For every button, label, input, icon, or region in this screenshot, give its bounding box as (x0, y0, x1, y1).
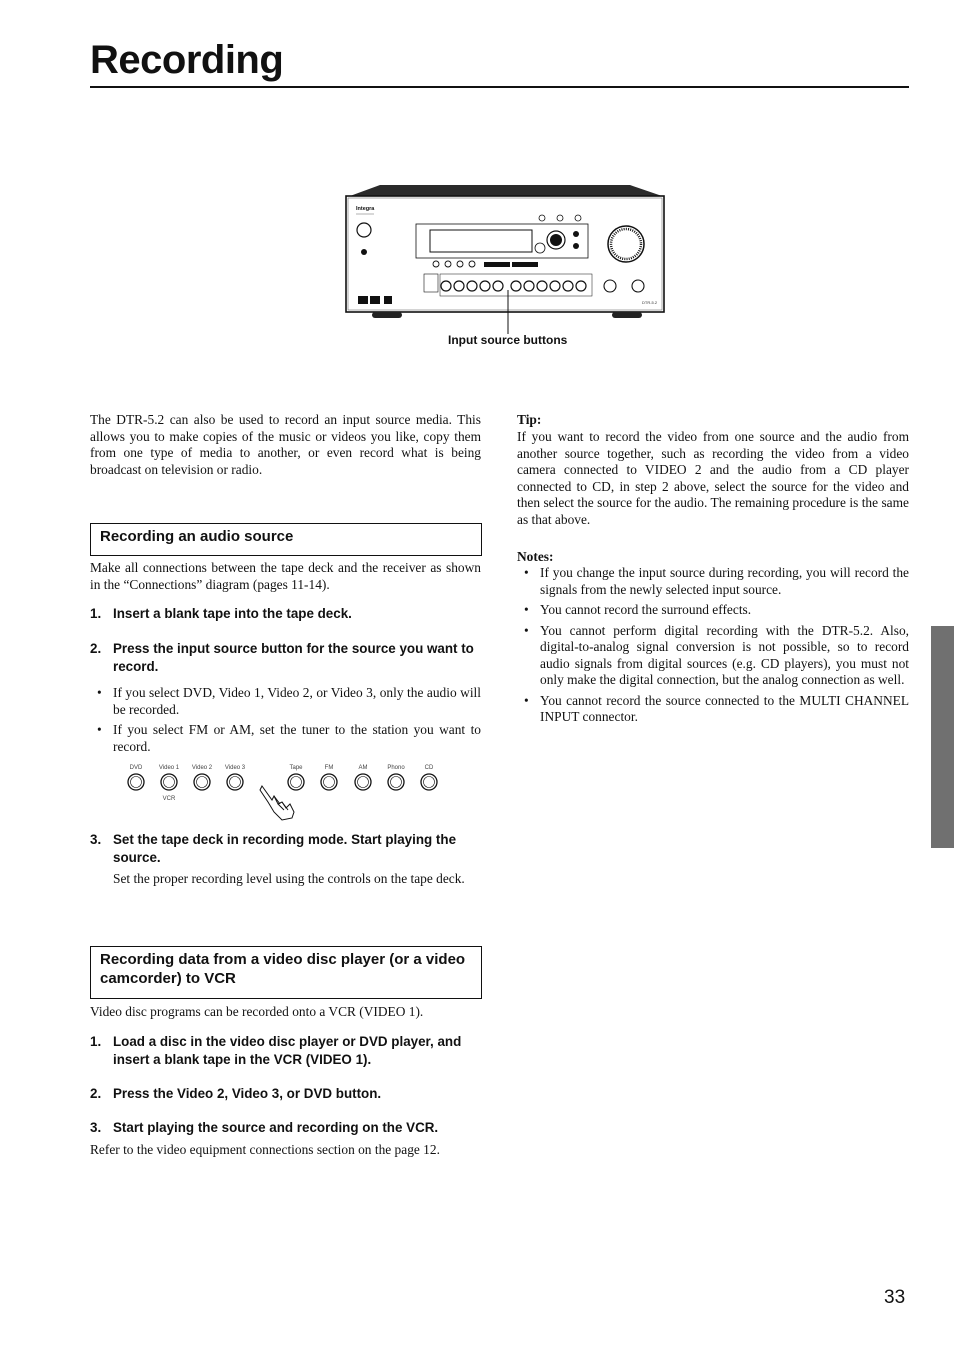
vcr-label: VCR (162, 796, 176, 802)
section-heading-audio: Recording an audio source (90, 523, 482, 556)
button-label: Video 3 (224, 765, 246, 771)
step-text: Set the tape deck in recording mode. Start playing the source. (113, 832, 457, 865)
button-label: Tape (289, 765, 303, 771)
step-number: 2. (90, 1086, 102, 1101)
step-number: 3. (90, 1120, 102, 1135)
list-item: • You cannot perform digital recording with the DTR-5.2. Also, digital-to-analog signal conversion is not possible, so to record audio signals from digital sources (e.g. CD players), you must not only make the digital connection, but the analog connection as well. (517, 623, 909, 689)
audio-step-1 (90, 605, 481, 623)
audio-step-2-bullets (90, 685, 481, 759)
button-label: DVD (129, 765, 143, 771)
video-closing-paragraph: Refer to the video equipment connections section on the page 12. (90, 1142, 440, 1157)
pointing-hand-icon (260, 786, 294, 820)
page-title: Recording (90, 38, 284, 82)
receiver-illustration (340, 182, 670, 342)
list-item: • If you select DVD, Video 1, Video 2, or Video 3, only the audio will be recorded. (90, 685, 481, 718)
input-source-buttons-figure (122, 760, 452, 822)
list-item: • If you change the input source during recording, you will record the signals from the newly selected input source. (517, 565, 909, 598)
list-item: • If you select FM or AM, set the tuner to the station you want to record. (90, 722, 481, 755)
video-lead-paragraph: Video disc programs can be recorded onto a VCR (VIDEO 1). (90, 1004, 424, 1019)
audio-step-2 (90, 640, 481, 675)
step-number: 2. (90, 641, 102, 656)
brand-logo: Integra (356, 206, 375, 212)
step-number: 1. (90, 1034, 102, 1049)
list-item: • You cannot record the surround effects. (517, 602, 909, 619)
step-text: Load a disc in the video disc player or DVD player, and insert a blank tape in the VCR (VIDEO 1). (113, 1034, 462, 1067)
page-number: 33 (884, 1287, 906, 1308)
audio-step-3 (90, 831, 481, 866)
audio-step-3-note: Set the proper recording level using the controls on the tape deck. (113, 871, 465, 886)
step-text: Start playing the source and recording on the VCR. (113, 1120, 439, 1135)
model-label: DTR-5.2 (642, 300, 658, 305)
step-text: Press the input source button for the source you want to record. (113, 641, 474, 674)
title-rule (90, 86, 909, 88)
button-label: AM (358, 765, 368, 771)
section-side-tab (931, 626, 954, 848)
tip-heading: Tip: (517, 412, 542, 427)
video-step-1 (90, 1033, 481, 1068)
button-label: Video 2 (191, 765, 213, 771)
notes-list (517, 565, 909, 730)
button-label: FM (324, 765, 334, 771)
list-item: • You cannot record the source connected to the MULTI CHANNEL INPUT connector. (517, 693, 909, 726)
section-heading-video: Recording data from a video disc player (or a video camcorder) to VCR (90, 946, 482, 999)
step-number: 1. (90, 606, 102, 621)
button-label: CD (424, 765, 434, 771)
tip-text: If you want to record the video from one source and the audio from another source together, such as recording the video from a video camera connected to VIDEO 2 and the audio from a CD player connected to CD, in step 2 above, select the source for the video and then select the source for the audio. The remaining procedure is the same as that above. (517, 429, 909, 527)
audio-lead-paragraph: Make all connections between the tape deck and the receiver as shown in the “Connections” diagram (pages 11-14). (90, 560, 481, 592)
intro-paragraph: The DTR-5.2 can also be used to record an input source media. This allows you to make copies of the music or videos you like, copy them from one type of media to another, or even record what is being broadcast on television or radio. (90, 412, 481, 477)
button-label: Video 1 (158, 765, 180, 771)
step-number: 3. (90, 832, 102, 847)
notes-heading: Notes: (517, 549, 554, 564)
step-text: Insert a blank tape into the tape deck. (113, 606, 352, 621)
video-step-2 (90, 1085, 481, 1103)
figure-caption: Input source buttons (448, 333, 568, 347)
button-label: Phono (387, 765, 405, 771)
video-step-3 (90, 1119, 481, 1137)
step-text: Press the Video 2, Video 3, or DVD button. (113, 1086, 382, 1101)
